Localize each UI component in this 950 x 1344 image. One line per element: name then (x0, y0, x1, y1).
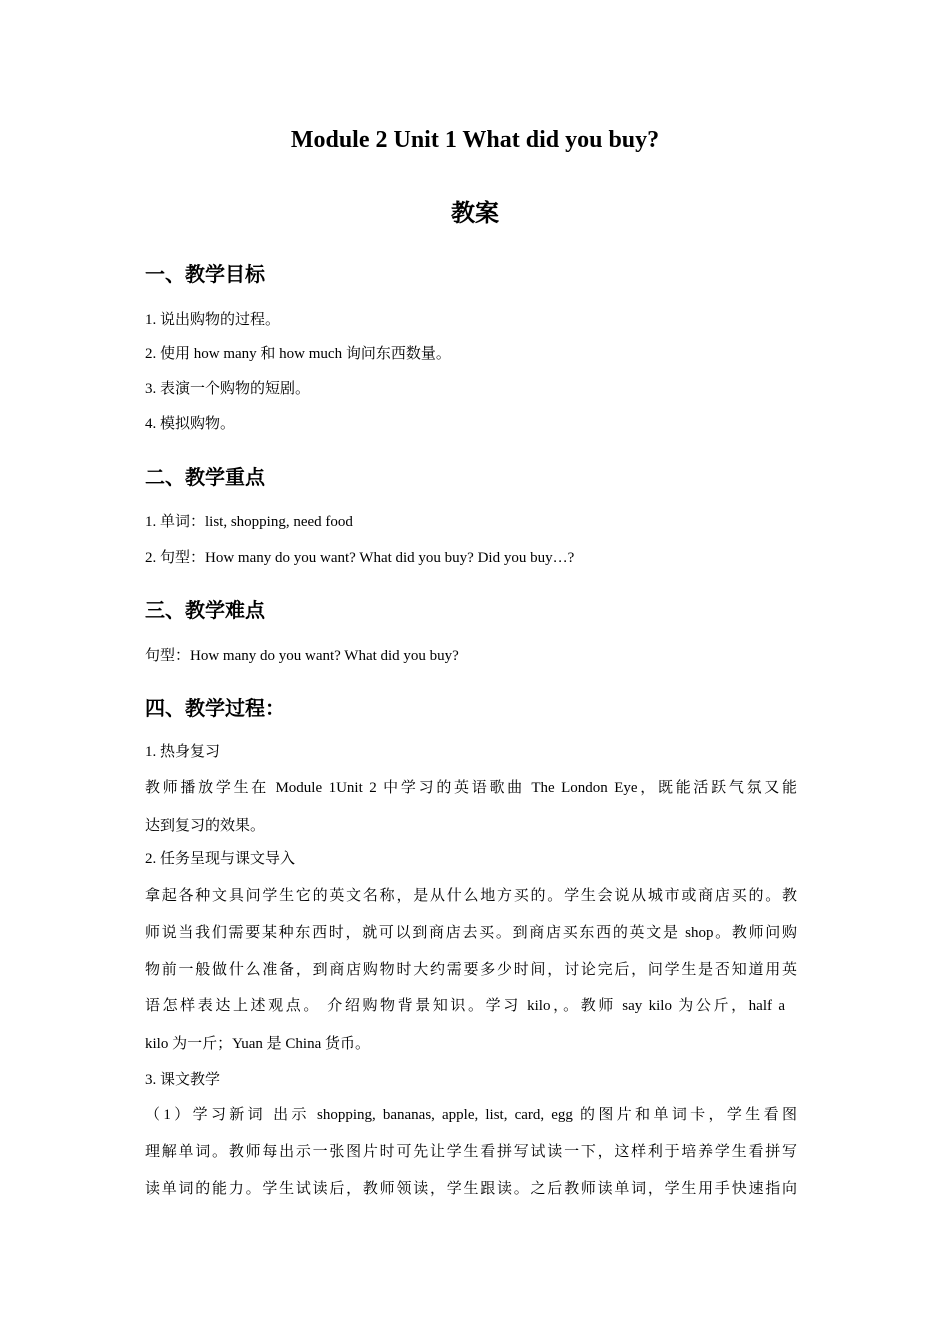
document-subtitle: 教案 (451, 199, 499, 227)
list-item: 1. 说出购物的过程。 (145, 312, 281, 328)
paragraph-line: 理解单词。教师每出示一张图片时可先让学生看拼写试读一下，这样利于培养学生看拼写 (145, 1144, 797, 1160)
paragraph-line: 语怎样表达上述观点。 介绍购物背景知识。学习 kilo，。教师 say kilo 为公斤，half a (145, 998, 785, 1014)
paragraph-line: 教师播放学生在 Module 1Unit 2 中学习的英语歌曲 The London Eye，既能活跃气氛又能 (145, 780, 797, 796)
document-title: Module 2 Unit 1 What did you buy? (290, 127, 660, 153)
list-item: 1. 单词：list, shopping, need food (145, 514, 353, 530)
paragraph-line: 拿起各种文具问学生它的英文名称，是从什么地方买的。学生会说从城市或商店买的。教 (145, 888, 797, 904)
step-heading: 1. 热身复习 (145, 744, 221, 760)
step-heading: 3. 课文教学 (145, 1072, 221, 1088)
list-item: 2. 使用 how many 和 how much 询问东西数量。 (145, 346, 451, 362)
paragraph-line: （1）学习新词 出示 shopping, bananas, apple, list, card, egg 的图片和单词卡，学生看图 (145, 1107, 797, 1123)
section-heading: 四、教学过程： (145, 696, 285, 720)
paragraph-line: kilo 为一斤；Yuan 是 China 货币。 (145, 1036, 370, 1052)
list-item: 3. 表演一个购物的短剧。 (145, 381, 311, 397)
paragraph-line: 达到复习的效果。 (145, 818, 266, 834)
paragraph-line: 师说当我们需要某种东西时，就可以到商店去买。到商店买东西的英文是 shop。教师问购 (145, 925, 797, 941)
section-heading: 三、教学难点 (145, 598, 265, 622)
paragraph-line: 句型：How many do you want? What did you buy? (145, 648, 459, 664)
list-item: 4. 模拟购物。 (145, 416, 236, 432)
paragraph-line: 读单词的能力。学生试读后，教师领读，学生跟读。之后教师读单词，学生用手快速指向 (145, 1181, 797, 1197)
section-heading: 一、教学目标 (145, 262, 265, 286)
section-heading: 二、教学重点 (145, 465, 265, 489)
paragraph-line: 物前一般做什么准备，到商店购物时大约需要多少时间，讨论完后，问学生是否知道用英 (145, 962, 797, 978)
list-item: 2. 句型：How many do you want? What did you buy? Did you buy…? (145, 550, 575, 566)
step-heading: 2. 任务呈现与课文导入 (145, 851, 296, 867)
